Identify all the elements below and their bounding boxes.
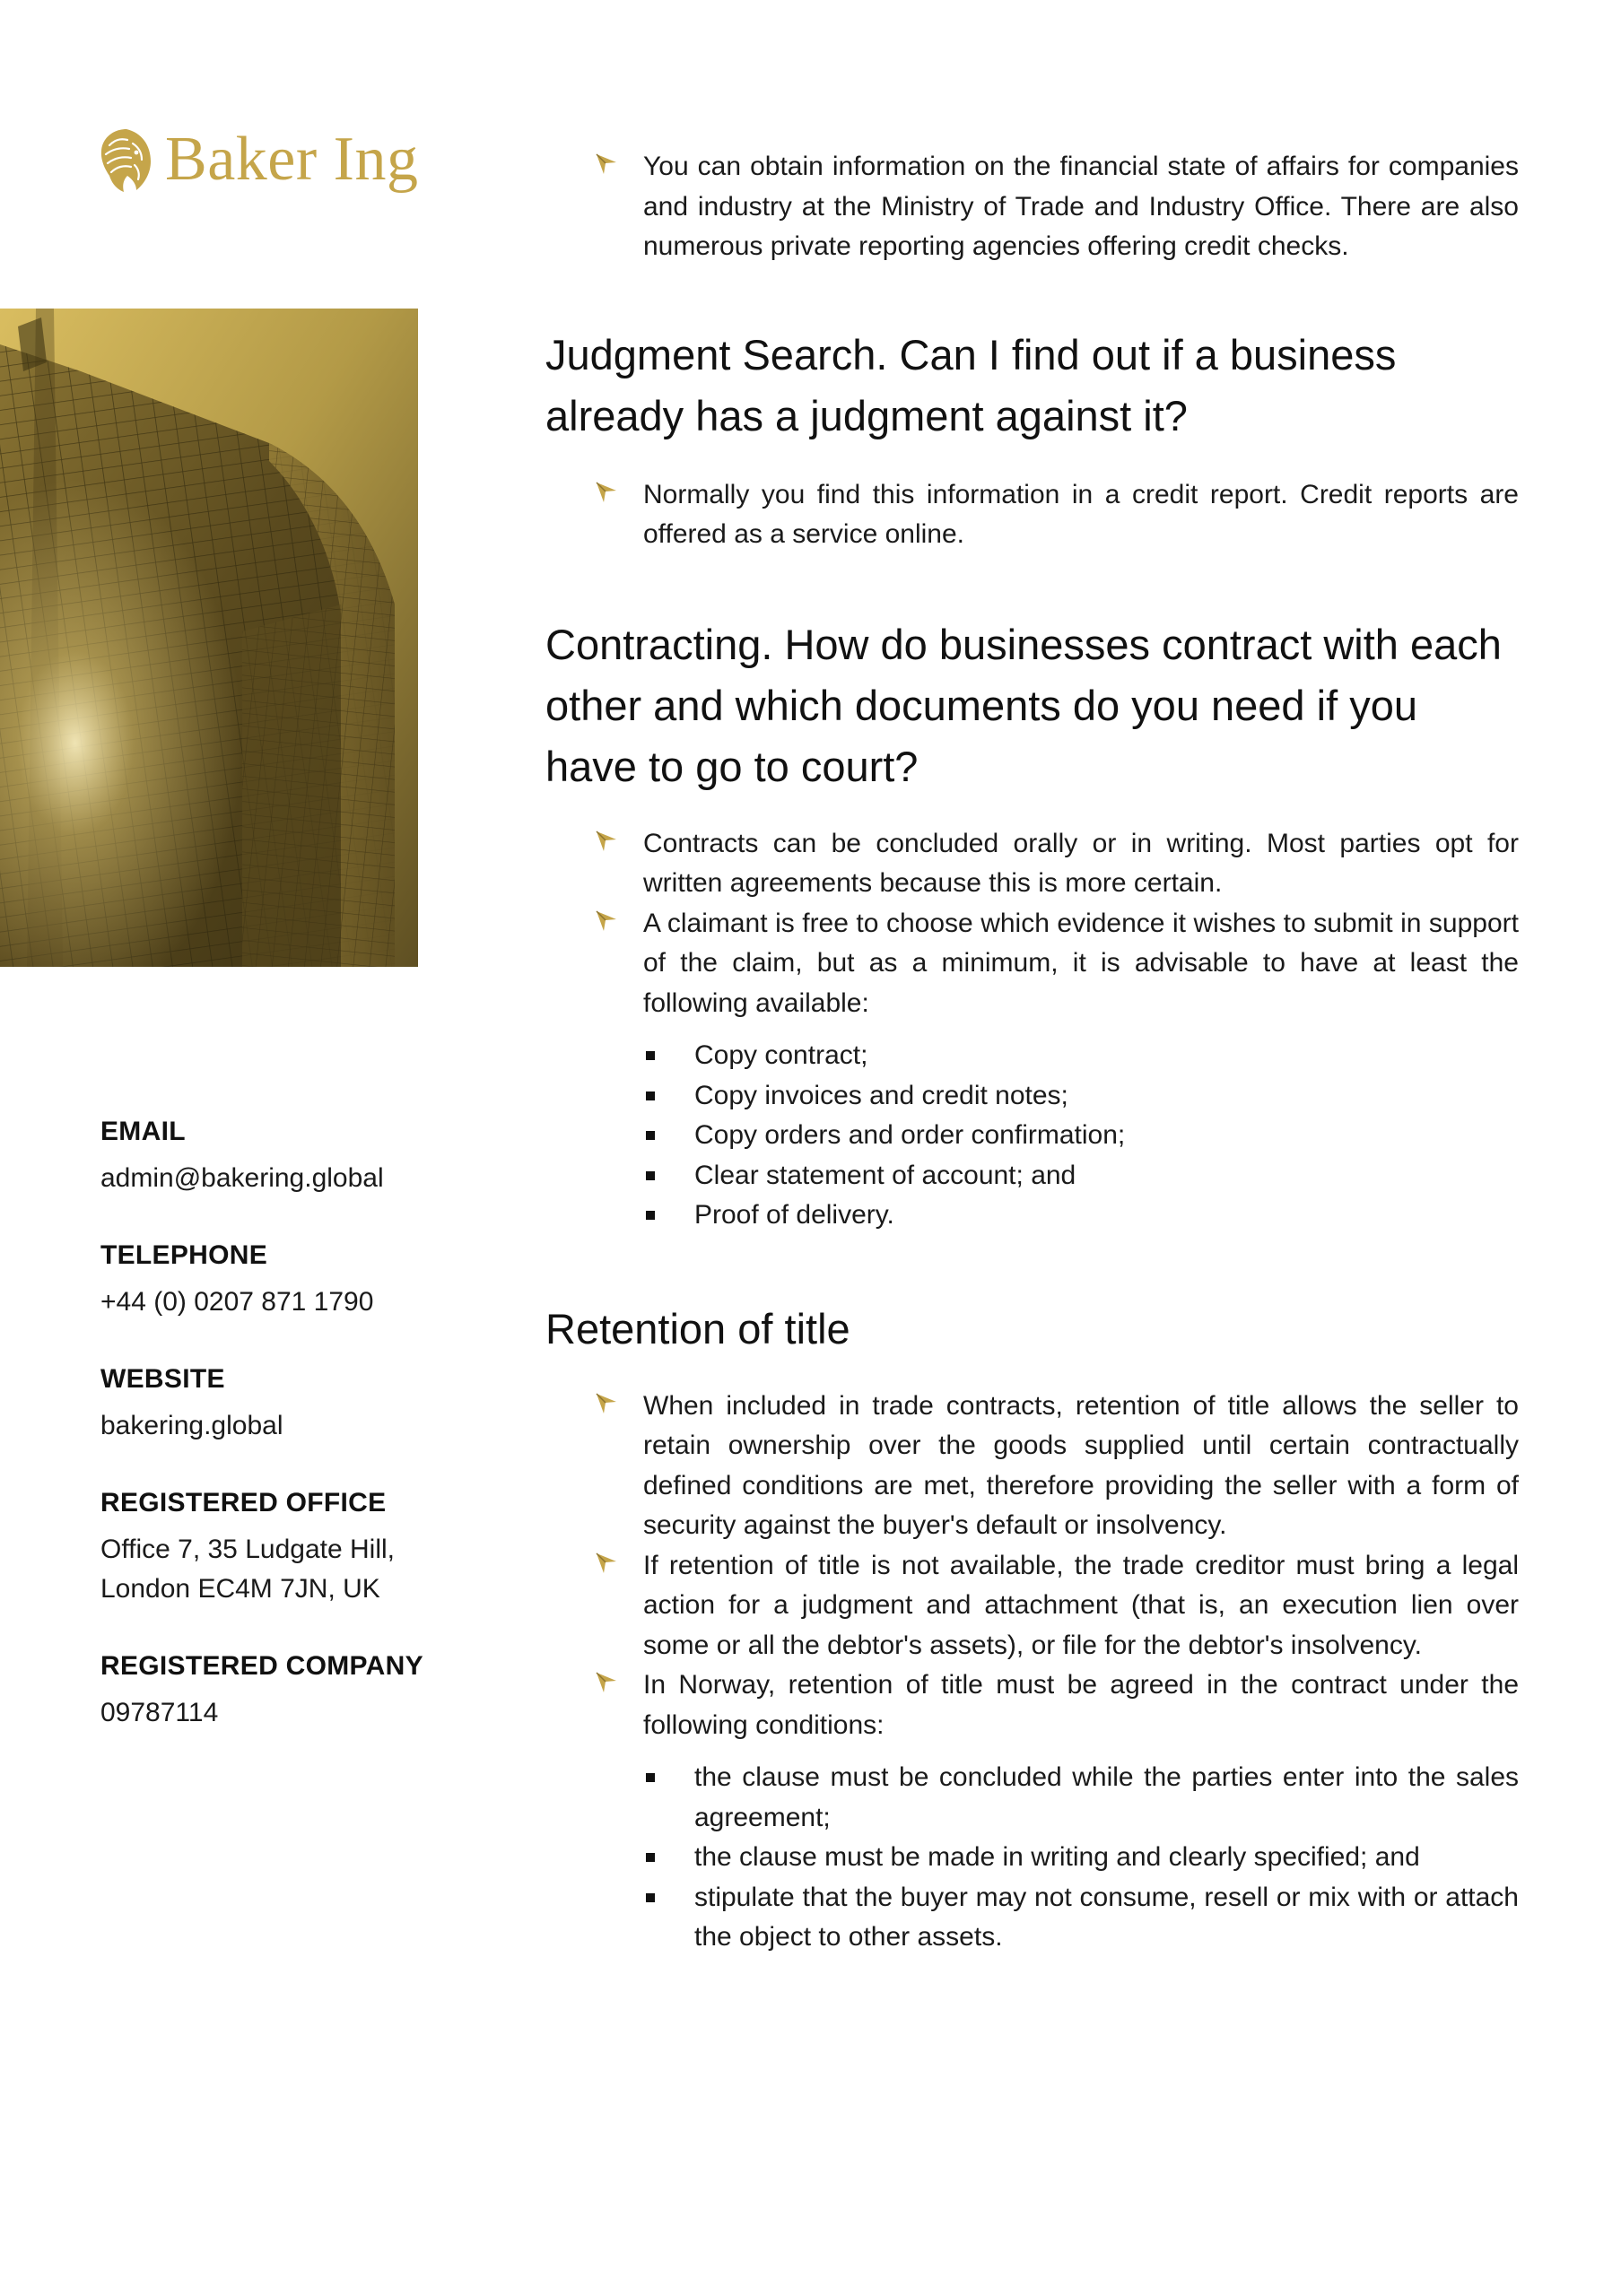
evidence-list [545,1036,1519,1236]
gold-arrow-icon [595,1392,618,1415]
contracting-bullets [545,824,1519,1024]
sub-item-text: Copy invoices and credit notes; [694,1080,1068,1110]
sub-item-text: the clause must be concluded while the parties enter into the sales agreement; [694,1762,1519,1832]
lion-head-icon [97,126,156,194]
contact-website [100,1360,423,1446]
contact-label: REGISTERED COMPANY [100,1651,423,1681]
bullet-item [545,475,1519,555]
sub-item-text: stipulate that the buyer may not consume, resell or mix with or attach the object to other assets. [694,1882,1519,1952]
square-bullet-icon [646,1171,655,1180]
contact-email [100,1112,423,1198]
sub-item-text: Clear statement of account; and [694,1160,1076,1190]
building-photo [0,309,418,967]
sub-list-item [545,1116,1519,1156]
office-address-line: Office 7, 35 Ludgate Hill, [100,1535,395,1564]
square-bullet-icon [646,1051,655,1060]
sub-list-item [545,1878,1519,1958]
company-number: 09787114 [100,1698,219,1727]
sub-item-text: Copy contract; [694,1040,868,1070]
square-bullet-icon [646,1773,655,1782]
section-heading-retention: Retention of title [545,1304,850,1352]
square-bullet-icon [646,1853,655,1862]
email-address[interactable]: admin@bakering.global [100,1163,384,1193]
gold-arrow-icon [595,1552,618,1575]
sub-list-item [545,1196,1519,1236]
sub-item-text: Copy orders and order confirmation; [694,1120,1126,1150]
bullet-text: When included in trade contracts, retention of title allows the seller to retain ownership over the goods supplied until certain contractually defined conditions are met, therefore providing the seller with a form of security against the buyer's default or insolvency. [643,1390,1519,1540]
bullet-text: Normally you find this information in a credit report. Credit reports are offered as a service online. [643,479,1519,549]
website-link[interactable]: bakering.global [100,1411,283,1440]
gold-arrow-icon [595,152,618,176]
contact-label: REGISTERED OFFICE [100,1488,387,1518]
bullet-item [545,1665,1519,1745]
square-bullet-icon [646,1091,655,1100]
square-bullet-icon [646,1131,655,1140]
section-heading-contracting: Contracting. How do businesses contract with each other and which documents do you need if you have to go to court? [545,620,1502,790]
square-bullet-icon [646,1211,655,1220]
contact-label: WEBSITE [100,1364,225,1394]
sub-list-item [545,1156,1519,1196]
sub-list-item [545,1076,1519,1117]
contact-details [100,1112,423,1770]
contact-label: TELEPHONE [100,1240,268,1270]
bullet-text: If retention of title is not available, the trade creditor must bring a legal action for a judgment and attachment (that is, an execution lien over some or all the debtor's assets), or file for the debtor's insolvency. [643,1550,1519,1660]
office-address-line: London EC4M 7JN, UK [100,1574,380,1604]
bullet-text: In Norway, retention of title must be agreed in the contract under the following conditions: [643,1670,1519,1740]
bullet-text: You can obtain information on the financial state of affairs for companies and industry at the Ministry of Trade and Industry Office. There are also numerous private reporting agencies offering credit checks. [643,152,1519,261]
main-content [545,147,1519,1958]
gold-arrow-icon [595,830,618,853]
conditions-list [545,1758,1519,1958]
bullet-item [545,1546,1519,1666]
bullet-item [545,1387,1519,1546]
bullet-item [545,147,1519,267]
sub-list-item [545,1036,1519,1076]
contact-registered-company [100,1647,423,1733]
sub-item-text: the clause must be made in writing and clearly specified; and [694,1842,1420,1872]
sub-list-item [545,1838,1519,1878]
intro-bullets [545,147,1519,267]
retention-bullets [545,1387,1519,1746]
square-bullet-icon [646,1893,655,1902]
brand-logo [97,124,418,196]
sub-list-item [545,1758,1519,1838]
bullet-text: A claimant is free to choose which evidence it wishes to submit in support of the claim, but as a minimum, it is advisable to have at least the following available: [643,908,1519,1018]
contact-registered-office [100,1483,423,1609]
contact-telephone [100,1236,423,1322]
gold-arrow-icon [595,1671,618,1694]
judgment-bullets [545,475,1519,555]
telephone-number[interactable]: +44 (0) 0207 871 1790 [100,1287,374,1317]
bullet-item [545,904,1519,1024]
section-heading-judgment: Judgment Search. Can I find out if a business already has a judgment against it? [545,330,1397,439]
brand-name: Baker Ing [165,125,419,194]
gold-arrow-icon [595,481,618,504]
bullet-text: Contracts can be concluded orally or in writing. Most parties opt for written agreements because this is more certain. [643,828,1519,898]
gold-arrow-icon [595,909,618,933]
sub-item-text: Proof of delivery. [694,1200,894,1230]
bullet-item [545,824,1519,904]
contact-label: EMAIL [100,1117,186,1146]
